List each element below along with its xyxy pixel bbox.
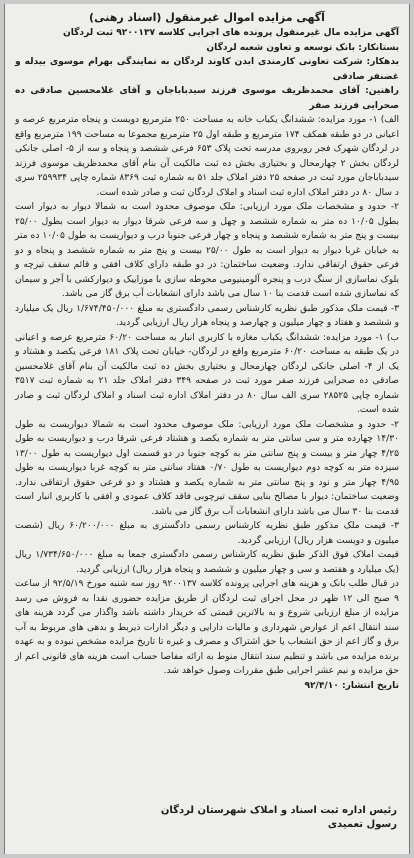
paragraph-a1: الف) ۱- مورد مزایده: ششدانگ یکباب خانه به مساحت ۲۵۰ مترمربع دویست و پنجاه مترمربع عرصه و اعیانی در دو طبقه همکف ۱۷۴ مترمربع و طبقه اول ۲۵ مترمربع مجموعا به مساحت ۱۹۹ مترمربع واقع در لردگان شهرک فجر روبروی مدرسه تحت پلاک ۶۵۳ فرعی ششصد و پنجاه و سه از ۵- اصلی جانکی لردگان بخش ۲ چهارمحال و بختیاری بخش ده ثبت مالکیت آن بنام آقای محمدظریف موسوی فرزند سیدباباجان مورد ثبت در صفحه ۲۵ دفتر املاک جلد ۵۱ به شماره ثبت ۸۳۶۹ شماره چاپی ۲۵۹۹۳۴ سری د سال ۸۰ در دفتر املاک اداره ثبت اسناد و املاک لردگان ثبت و صادر شده است. (15, 115, 399, 198)
paragraph-b3: ۳- قیمت ملک مذکور طبق نظریه کارشناس رسمی دادگستری به مبلغ ۶۰/۲۰۰/۰۰۰ ریال (شصت میلیون و دویست هزار ریال) ارزیابی گردید. (15, 521, 399, 546)
creditor-line: بستانکار: بانک توسعه و تعاون شعبه لردگان (206, 42, 399, 53)
paragraph-terms: در قبال طلب بانک و هزینه های اجرایی پرونده کلاسه ۹۲۰۰۱۳۷ روز سه شنبه مورخ ۹۲/۵/۱۹ از ساعت ۹ صبح الی ۱۲ ظهر در محل اجرای ثبت لردگان از طریق مزایده حضوری نقدا به فروش می رسد مزایده از مبلغ ارزیابی شروع و به بالاترین قیمتی که خریدار داشته باشد واگذار می گردد هزینه های سند انتقال اعم از عوارض شهرداری و مالیات دارایی و دیگر ادارات ذیربط و بدهی های مربوط به آب برق و گاز اعم از حق انشعاب یا حق اشتراک و مصرف و غیره تا تاریخ مزایده مشخص نبوده و به عهده برنده مزایده می باشد و تنظیم سند انتقال منوط به ارائه مفاصا حساب است هزینه های قانونی اعم از حق مزایده و نیم عشر اجرایی طبق مقررات وصول خواهد شد. (15, 579, 399, 676)
newspaper-clipping (4, 4, 410, 854)
signature-block (161, 804, 397, 832)
signature-name: رسول تعمیدی (327, 819, 397, 830)
publish-date: تاریخ انتشار: ۹۲/۴/۱۰ (304, 680, 399, 691)
notice-body (5, 4, 409, 693)
paragraph-b1: ب) ۱- مورد مزایده: ششدانگ یکباب مغازه با کاربری انبار به مساحت ۶۰/۲۰ مترمربع عرصه و اعیانی در یک طبقه به مساحت ۶۰/۲۰ مترمربع واقع در لردگان- خیابان تحت پلاک ۱۸۱ فرعی یکصد و هشتاد و یک از ۴- اصلی جانکی لردگان چهارمحال و بختیاری بخش ده ثبت مالکیت آن بنام آقای غلامحسین صادقی ده صحرایی فرزند صفر مورد ثبت در صفحه ۳۴۹ دفتر املاک جلد ۲۱ به شماره ثبت ۳۵۱۷ شماره چاپی ۲۸۵۲۵ سری الف سال ۸۰ در دفتر املاک اداره ثبت اسناد و املاک لردگان ثبت و صادر شده است. (15, 332, 400, 415)
guarantors-line: راهنین: آقای محمدظریف موسوی فرزند سیدباباجان و آقای غلامحسین صادقی ده صحرایی فرزند صفر (15, 86, 399, 111)
paragraph-a3: ۳- قیمت ملک مذکور طبق نظریه کارشناس رسمی دادگستری به مبلغ ۱/۶۷۴/۴۵۰/۰۰۰ ریال یک میلیارد و ششصد و هفتاد و چهار میلیون و چهارصد و پنجاه هزار ریال ارزیابی گردید. (15, 303, 399, 328)
paragraph-total: قیمت املاک فوق الذکر طبق نظریه کارشناس رسمی دادگستری جمعا به مبلغ ۱/۷۳۴/۶۵۰/۰۰۰ ریال (یک میلیارد و هفتصد و سی و چهار میلیون و ششصد و پنجاه هزار ریال) ارزیابی گردید. (15, 550, 399, 575)
paragraph-b2: ۲- حدود و مشخصات ملک مورد ارزیابی: ملک موصوف محدود است به شمالا دیواریست به طول ۱۴/۳۰ چهارده متر و سی سانتی متر به شماره یکصد و هشتاد فرعی شرقا درب و دیواریست به طول ۴/۲۵ چهار متر و بیست و پنج سانتی متر به کوچه جنوبا در دو قسمت اول دیواریست به طول ۱۳/۰۰ سیزده متر به کوچه دوم دیواریست به طول ۰/۷۰ هفتاد سانتی متر به کوچه غربا دیواریست به طول ۴/۹۵ چهار متر و نود و پنج سانتی متر به شماره یکصد و هشتاد و دو فرعی حقوق ارتفاقی ندارد. وضعیت ساختمان: دیوار با مصالح بنایی سقف تیرچوبی فاقد کلاف عمودی و افقی با کاربری انبار است قدمت بنا ۳۰ سال می باشد دارای انشعابات آب برق گاز می باشد. (15, 419, 399, 517)
paragraph-a2: ۲- حدود و مشخصات ملک مورد ارزیابی: ملک موصوف محدود است به شمالا دیوار به دیوار است بطول ۱۰/۰۵ ده متر به شماره ششصد و چهل و سه فرعی شرقا دیوار به دیوار است بطول ۲۵/۰۰ بیست و پنج متر به شماره ششصد و پنجاه و چهار فرعی جنوبا درب و دیواریست به طول ۱۰/۰۵ ده متر به خیابان غربا دیوار به دیوار است به طول ۲۵/۰۰ بیست و پنج متر به شماره ششصد و پنجاه و دو فرعی حقوق ارتفاقی ندارد. وضعیت ساختمان: در دو طبقه دارای کلاف افقی و قائم سقف تیرچه و بلوک نماسازی از سنگ درب و پنجره آلومینیومی محوطه سازی با موزاییک و دیوارکشی با آجر و سیمان که نماسازی شده است قدمت بنا ۱۰ سال می باشد دارای انشعابات آب برق گاز می باشد. (15, 202, 400, 299)
notice-title: آگهی مزایده اموال غیرمنقول (اسناد رهنی) (89, 11, 325, 24)
notice-subtitle: آگهی مزایده مال غیرمنقول پرونده های اجرایی کلاسه ۹۲۰۰۱۳۷ ثبت لردگان (62, 28, 399, 38)
signature-title: رئیس اداره ثبت اسناد و املاک شهرستان لردگان (160, 805, 397, 816)
debtor-line: بدهکار: شرکت تعاونی کارمندی ابدن کاوند لردگان به نمایندگی بهرام موسوی بیدله و غضنفر صادقی (15, 57, 399, 82)
